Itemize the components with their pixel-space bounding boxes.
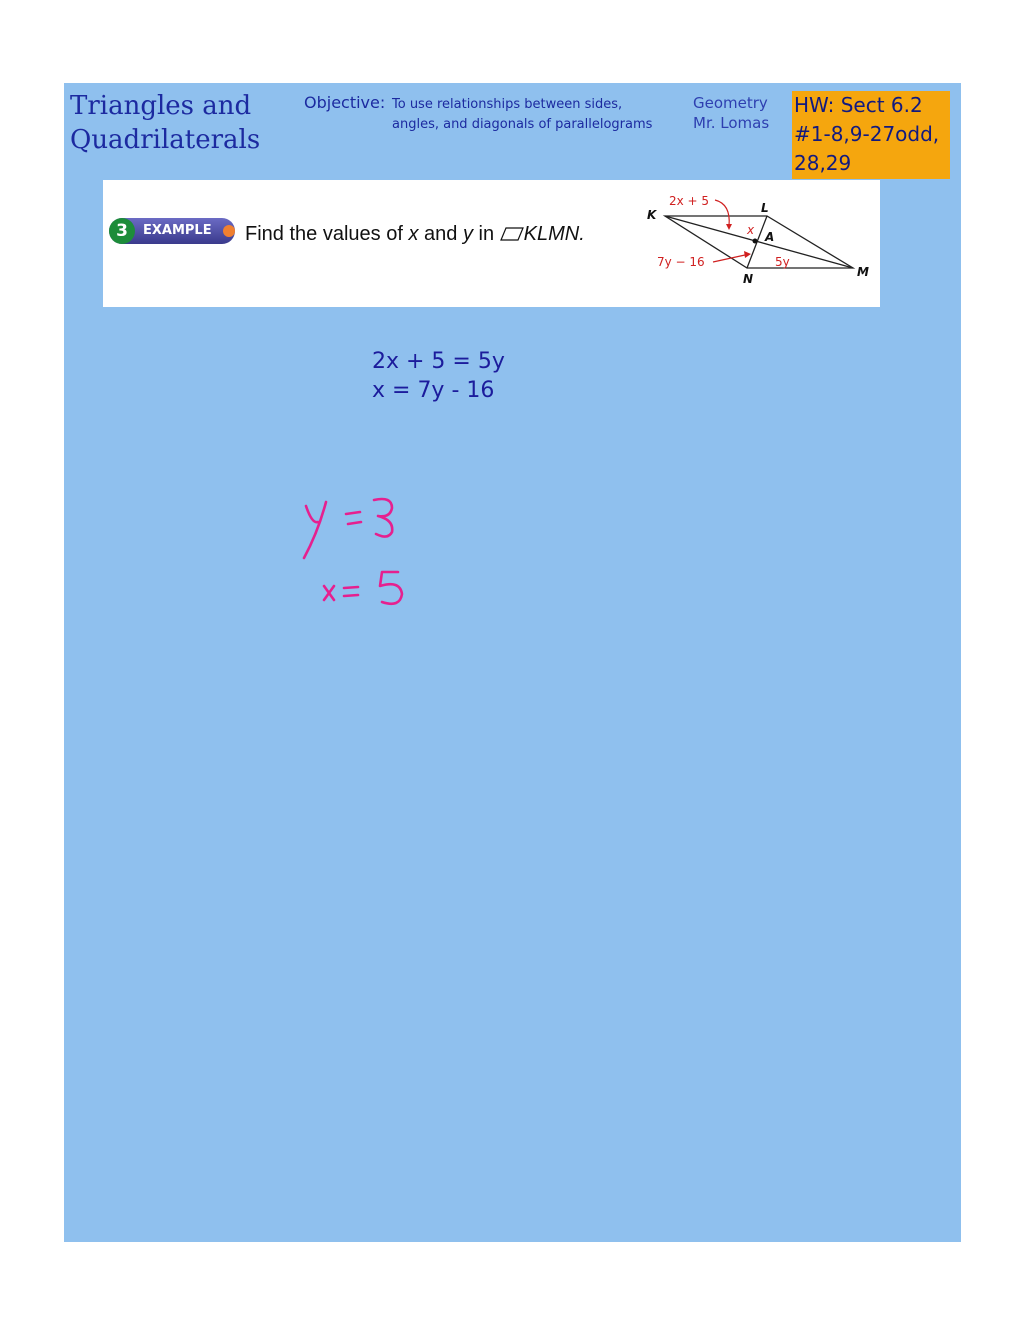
badge-dot-icon [223, 225, 235, 237]
example-number: 3 [109, 218, 135, 244]
title-line-1: Triangles and [70, 91, 252, 121]
equations [372, 347, 505, 405]
homework-line-3: 28,29 [794, 151, 852, 175]
question-shape: KLMN. [523, 223, 585, 245]
example-box [103, 180, 880, 307]
equation-1: 2x + 5 = 5y [372, 349, 505, 374]
question-var-y: y [462, 223, 473, 245]
label-top-expr: 2x + 5 [669, 194, 710, 208]
arrow-top [715, 200, 729, 226]
label-x: x [747, 223, 755, 237]
objective-label: Objective: [304, 93, 386, 112]
parallelogram-icon [500, 227, 524, 241]
title-line-2: Quadrilaterals [70, 125, 261, 155]
objective-text [392, 95, 662, 135]
question-and: and [424, 223, 458, 245]
objective-line-2: angles, and diagonals of parallelograms [392, 117, 653, 132]
slide [64, 83, 961, 1242]
objective-line-1: To use relationships between sides, [392, 97, 623, 112]
example-label: EXAMPLE [143, 223, 212, 238]
homework-line-2: #1-8,9-27odd, [794, 122, 940, 146]
homework-box [792, 91, 950, 179]
equation-2: x = 7y - 16 [372, 378, 495, 403]
question-var-x: x [408, 223, 419, 245]
label-k: K [647, 208, 657, 222]
answer-y [304, 499, 392, 558]
label-a: A [765, 230, 775, 244]
intersection-point [753, 239, 758, 244]
label-left-expr: 7y − 16 [657, 255, 705, 269]
question-in: in [478, 223, 495, 245]
page-title [70, 89, 290, 157]
label-n: N [743, 272, 754, 286]
homework-line-1: HW: Sect 6.2 [794, 93, 923, 117]
answer-x [324, 572, 402, 604]
arrowhead-top [726, 224, 732, 230]
example-question [245, 223, 585, 246]
question-prefix: Find the values of [245, 223, 403, 245]
teacher-name: Mr. Lomas [693, 114, 770, 132]
example-badge [109, 218, 235, 244]
label-m: M [857, 265, 869, 279]
label-5y: 5y [775, 255, 790, 269]
parallelogram-figure [643, 184, 875, 288]
course-info [693, 93, 788, 133]
label-l: L [761, 201, 769, 215]
handwritten-answers [294, 488, 414, 618]
arrowhead-left [744, 251, 751, 258]
course-name: Geometry [693, 94, 768, 112]
